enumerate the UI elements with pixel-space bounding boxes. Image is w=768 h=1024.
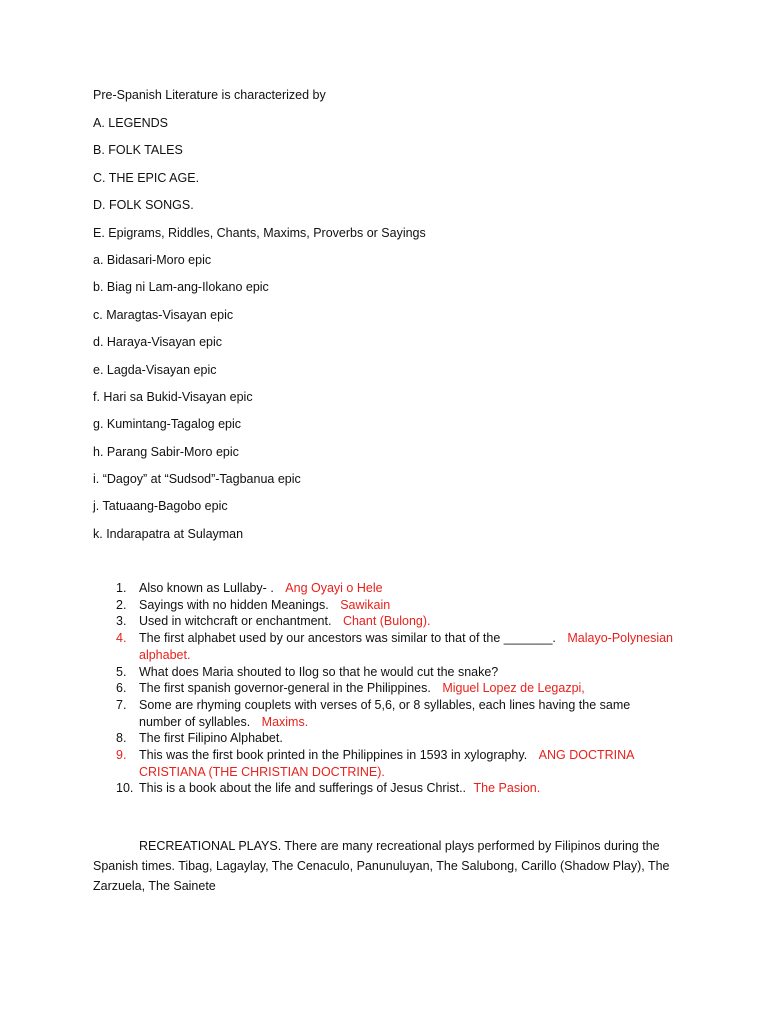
list-item: a. Bidasari-Moro epic xyxy=(93,252,212,267)
list-item: B. FOLK TALES xyxy=(93,143,183,158)
question-text: The first alphabet used by our ancestors was similar to that of the _______. xyxy=(139,631,556,646)
list-item: f. Hari sa Bukid-Visayan epic xyxy=(93,389,253,404)
question-item xyxy=(116,780,676,797)
list-item: i. “Dagoy” at “Sudsod”-Tagbanua epic xyxy=(93,472,301,487)
answer-text: Chant (Bulong). xyxy=(342,614,431,629)
list-item: k. Indarapatra at Sulayman xyxy=(93,526,244,541)
question-item xyxy=(116,580,676,597)
list-item: h. Parang Sabir-Moro epic xyxy=(93,444,239,459)
question-number: 1. xyxy=(116,581,127,595)
list-item: e. Lagda-Visayan epic xyxy=(93,362,217,377)
list-item: j. Tatuaang-Bagobo epic xyxy=(93,499,228,514)
answer-text: Sawikain xyxy=(340,597,391,612)
list-item: b. Biag ni Lam-ang-Ilokano epic xyxy=(93,280,269,295)
list-item: A. LEGENDS xyxy=(93,116,169,130)
recreational-plays-paragraph: RECREATIONAL PLAYS. There are many recreational plays performed by Filipinos during the Spanish times. Tibag, Lagaylay, The Cenaculo, Panunuluyan, The Salubong, Carillo (Shadow Play), The Zarzuela, The Sainete xyxy=(93,839,670,893)
question-number: 4. xyxy=(116,631,127,646)
list-item: d. Haraya-Visayan epic xyxy=(93,335,223,350)
answer-text: ANG DOCTRINA CRISTIANA (THE CHRISTIAN DOCTRINE). xyxy=(139,748,634,779)
list-item: c. Maragtas-Visayan epic xyxy=(93,307,234,322)
list-item: E. Epigrams, Riddles, Chants, Maxims, Proverbs or Sayings xyxy=(93,225,426,240)
answer-text: The Pasion. xyxy=(473,781,541,796)
question-item xyxy=(116,630,676,663)
question-text: Some are rhyming couplets with verses of 5,6, or 8 syllables, each lines having the same number of syllables. xyxy=(139,697,631,729)
question-number: 8. xyxy=(116,731,127,746)
question-text: Used in witchcraft or enchantment. xyxy=(139,614,332,629)
literature-list xyxy=(93,115,426,553)
question-number: 3. xyxy=(116,614,127,629)
answer-text: Malayo-Polynesian alphabet. xyxy=(139,631,673,662)
intro-text: Pre-Spanish Literature is characterized by xyxy=(93,88,326,102)
list-item: g. Kumintang-Tagalog epic xyxy=(93,417,242,432)
question-item xyxy=(116,597,676,614)
question-number: 6. xyxy=(116,681,127,696)
question-number: 7. xyxy=(116,697,127,712)
question-item xyxy=(116,730,676,747)
answer-text: Ang Oyayi o Hele xyxy=(285,581,383,595)
list-item: D. FOLK SONGS. xyxy=(93,198,194,213)
list-item: C. THE EPIC AGE. xyxy=(93,170,200,185)
answer-text: Miguel Lopez de Legazpi, xyxy=(442,681,585,696)
question-text: The first Filipino Alphabet. xyxy=(139,731,283,746)
question-item xyxy=(116,613,676,630)
question-text: This is a book about the life and sufferings of Jesus Christ.. xyxy=(139,781,467,796)
question-text: The first spanish governor-general in the Philippines. xyxy=(139,681,431,696)
question-text: What does Maria shouted to Ilog so that he would cut the snake? xyxy=(139,664,499,679)
question-text: Also known as Lullaby- . xyxy=(139,581,274,595)
question-item xyxy=(116,680,676,697)
question-list xyxy=(116,580,676,797)
question-text: This was the first book printed in the Philippines in 1593 in xylography. xyxy=(139,748,528,763)
question-number: 2. xyxy=(116,597,127,612)
question-item xyxy=(116,747,676,780)
question-item xyxy=(116,664,676,681)
question-text: Sayings with no hidden Meanings. xyxy=(139,597,329,612)
question-number: 5. xyxy=(116,664,127,679)
question-item xyxy=(116,697,676,730)
question-number: 10. xyxy=(116,781,134,796)
answer-text: Maxims. xyxy=(261,714,309,729)
question-number: 9. xyxy=(116,748,127,763)
